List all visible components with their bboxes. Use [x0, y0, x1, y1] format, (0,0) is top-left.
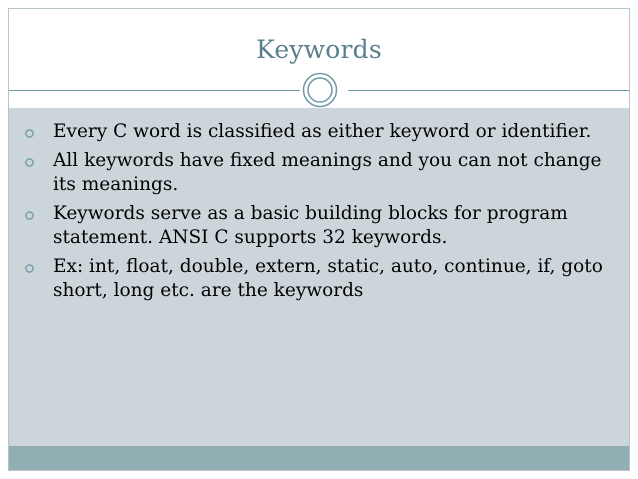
bullet-text: Ex: int, float, double, extern, static, auto, continue, if, goto short, long etc. are the keywords	[53, 256, 603, 301]
circle-bullet-icon	[25, 158, 34, 167]
bullet-text: Keywords serve as a basic building blocks for program statement. ANSI C supports 32 keywords.	[53, 203, 568, 248]
circle-bullet-icon	[25, 129, 34, 138]
bullet-item	[17, 120, 619, 144]
circle-bullet-icon	[25, 211, 34, 220]
bullet-item	[17, 255, 619, 303]
bullet-item	[17, 149, 619, 197]
bullet-item	[17, 202, 619, 250]
content-area	[9, 108, 629, 446]
title-divider-left	[9, 90, 300, 91]
footer-band	[9, 446, 629, 470]
bullet-text: Every C word is classified as either keyword or identifier.	[53, 121, 592, 142]
bullet-list	[17, 120, 619, 308]
bullet-text: All keywords have fixed meanings and you can not change its meanings.	[53, 150, 602, 195]
title-divider-right	[348, 90, 629, 91]
circle-bullet-icon	[25, 264, 34, 273]
slide-title: Keywords	[256, 35, 382, 64]
double-circle-ornament-icon	[302, 72, 338, 108]
slide-frame	[8, 8, 630, 471]
